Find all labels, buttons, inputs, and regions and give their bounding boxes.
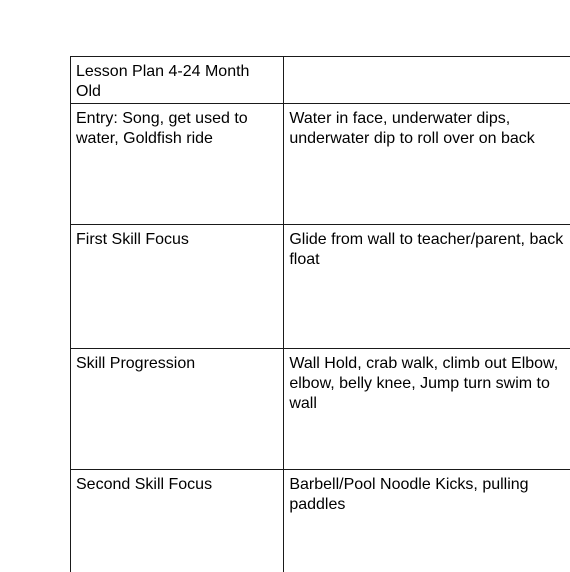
row-label-cell: Entry: Song, get used to water, Goldfish ride — [71, 104, 284, 225]
row-content-cell: Water in face, underwater dips, underwater dip to roll over on back — [284, 104, 570, 225]
table-row — [71, 225, 570, 349]
table-row — [71, 104, 570, 225]
row-label-cell: Skill Progression — [71, 349, 284, 470]
table-row — [71, 349, 570, 470]
row-content-cell: Wall Hold, crab walk, climb out Elbow, elbow, belly knee, Jump turn swim to wall — [284, 349, 570, 470]
row-label-cell: Lesson Plan 4-24 Month Old — [71, 57, 284, 104]
lesson-plan-table — [70, 56, 570, 572]
row-content-cell: Glide from wall to teacher/parent, back float — [284, 225, 570, 349]
row-label-cell: Second Skill Focus — [71, 470, 284, 572]
row-content-cell — [284, 57, 570, 104]
table-row — [71, 470, 570, 572]
row-label-cell: First Skill Focus — [71, 225, 284, 349]
table-row — [71, 57, 570, 104]
row-content-cell: Barbell/Pool Noodle Kicks, pulling paddles — [284, 470, 570, 572]
